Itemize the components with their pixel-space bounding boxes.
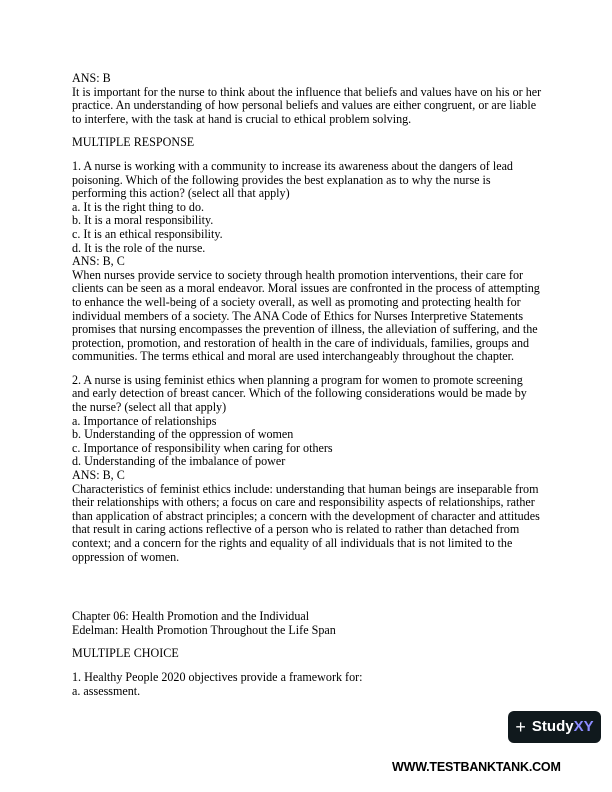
question-line: 2. A nurse is using feminist ethics when planning a program for women to promote screening bbox=[72, 372, 523, 387]
rationale-line: that result in caring actions reflective of a person who is related to rather than detached from bbox=[72, 522, 520, 537]
rationale-line: to interfere, with the task at hand is crucial to ethical problem solving. bbox=[72, 111, 412, 126]
plus-icon: + bbox=[515, 717, 526, 737]
rationale-line: clients can be seen as a moral endeavor. Moral issues are confronted in the process of attempting bbox=[72, 281, 540, 296]
question-3 bbox=[72, 671, 544, 698]
answer-block bbox=[72, 72, 544, 126]
rationale-line: to enhance the well-being of a society overall, as well as promoting and protecting health for bbox=[72, 294, 521, 309]
option-b: b. It is a moral responsibility. bbox=[72, 213, 214, 228]
question-line: and early detection of breast cancer. Which of the following considerations would be made by bbox=[72, 386, 527, 401]
chapter-title: Chapter 06: Health Promotion and the Individual bbox=[72, 609, 310, 624]
rationale-line: Characteristics of feminist ethics include: understanding that human beings are inseparable from bbox=[72, 481, 539, 496]
question-2 bbox=[72, 374, 544, 564]
option-d: d. It is the role of the nurse. bbox=[72, 240, 206, 255]
option-b: b. Understanding of the oppression of women bbox=[72, 427, 294, 442]
footer-url[interactable]: WWW.TESTBANKTANK.COM bbox=[392, 760, 561, 774]
question-line: poisoning. Which of the following provides the best explanation as to why the nurse is bbox=[72, 172, 491, 187]
answer-line: ANS: B, C bbox=[72, 468, 125, 483]
section-heading: MULTIPLE CHOICE bbox=[72, 646, 179, 661]
option-c: c. Importance of responsibility when caring for others bbox=[72, 440, 333, 455]
option-c: c. It is an ethical responsibility. bbox=[72, 226, 223, 241]
answer-line: ANS: B bbox=[72, 71, 111, 85]
chapter-header bbox=[72, 610, 544, 637]
question-1 bbox=[72, 160, 544, 364]
question-line: 1. Healthy People 2020 objectives provide a framework for: bbox=[72, 669, 363, 684]
book-title: Edelman: Health Promotion Throughout the Life Span bbox=[72, 622, 336, 637]
rationale-line: When nurses provide service to society through health promotion interventions, their care for bbox=[72, 267, 524, 282]
studyxy-badge[interactable] bbox=[508, 711, 601, 743]
option-a: a. assessment. bbox=[72, 683, 141, 698]
question-line: performing this action? (select all that apply) bbox=[72, 186, 290, 201]
rationale-line: context; and a concern for the rights and equality of all individuals that is not limited to the bbox=[72, 536, 513, 550]
option-a: a. Importance of relationships bbox=[72, 413, 217, 428]
brand-name: StudyXY bbox=[531, 718, 594, 736]
rationale-line: practice. An understanding of how personal beliefs and values are either congruent, or are liable bbox=[72, 98, 537, 113]
option-a: a. It is the right thing to do. bbox=[72, 199, 205, 214]
rationale-line: individual members of a society. The ANA Code of Ethics for Nurses Interpretive Statements bbox=[72, 308, 524, 323]
rationale-line: protection, promotion, and restoration of health in the care of individuals, families, groups and bbox=[72, 335, 530, 350]
rationale-line: communities. The terms ethical and moral are used interchangeably throughout the chapter. bbox=[72, 349, 515, 364]
answer-line: ANS: B, C bbox=[72, 254, 125, 269]
rationale-line: promises that nursing encompasses the prevention of illness, the alleviation of suffering, and the bbox=[72, 322, 538, 337]
rationale-line: than application of abstract principles; a concern with the development of character and attitudes bbox=[72, 508, 540, 523]
option-d: d. Understanding of the imbalance of power bbox=[72, 454, 286, 469]
rationale-line: their relationships with others; a focus on care and responsibility aspects of relationships, rather bbox=[72, 495, 535, 510]
page-body bbox=[72, 72, 544, 698]
rationale-line: It is important for the nurse to think about the influence that beliefs and values have on his or her bbox=[72, 84, 542, 99]
rationale-line: oppression of women. bbox=[72, 549, 180, 564]
section-heading: MULTIPLE RESPONSE bbox=[72, 135, 195, 150]
question-line: the nurse? (select all that apply) bbox=[72, 400, 227, 415]
question-line: 1. A nurse is working with a community to increase its awareness about the dangers of lead bbox=[72, 158, 513, 173]
